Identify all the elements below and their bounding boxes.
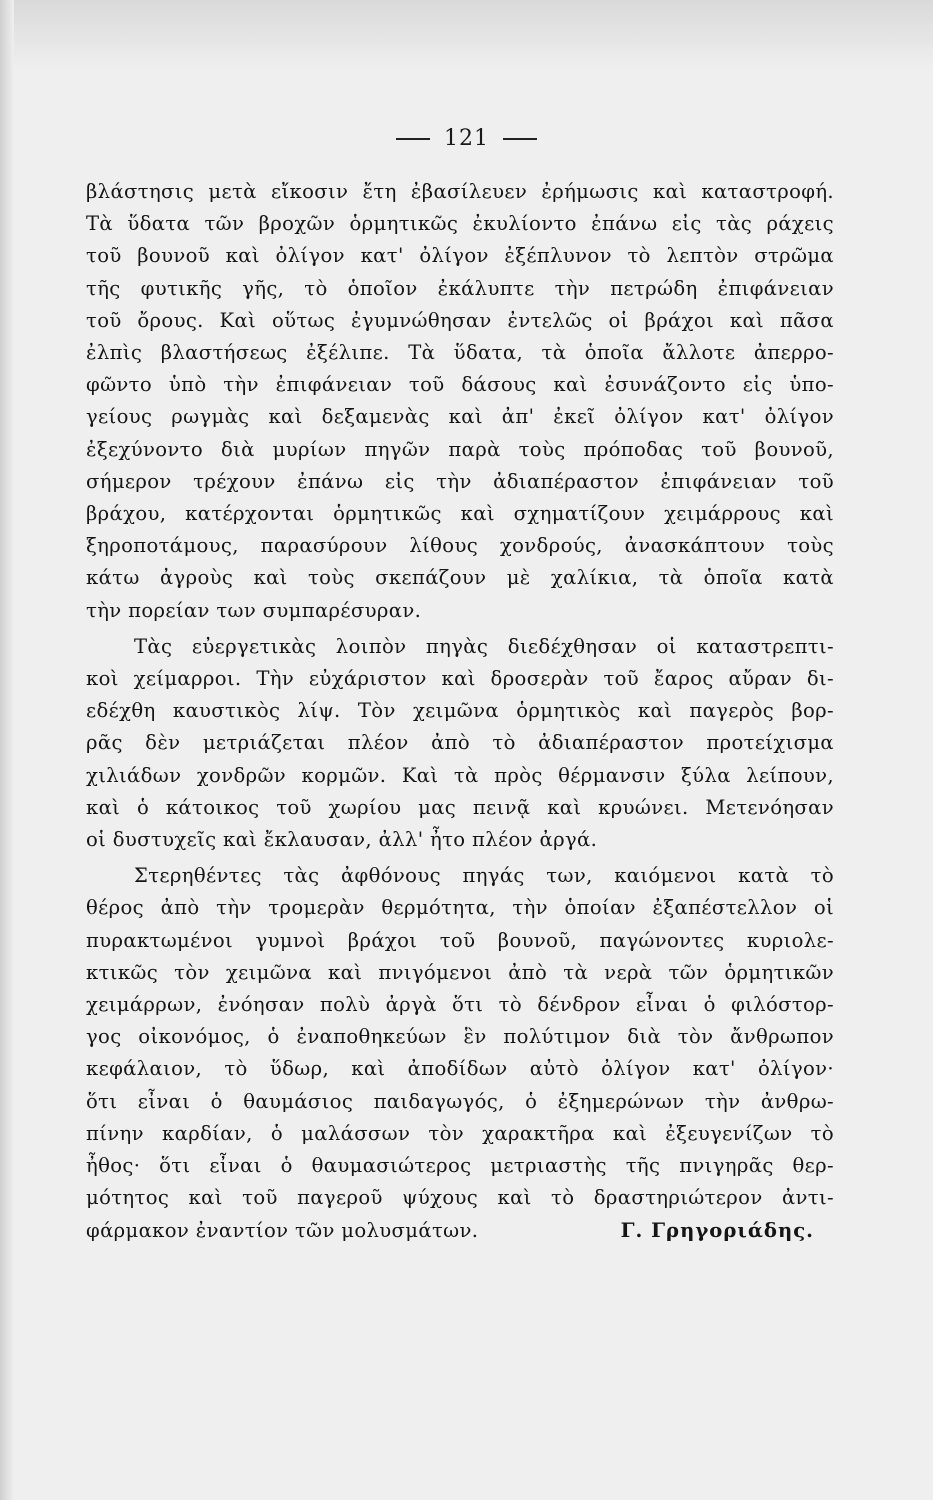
right-dash — [503, 138, 537, 140]
body-text — [86, 176, 834, 1247]
text-line: βράχου, κατέρχονται ὁρμητικῶς καὶ σχηματίζουν χειμάρρους καὶ — [86, 502, 834, 526]
text-line: τοῦ βουνοῦ καὶ ὀλίγον κατ' ὀλίγον ἐξέπλυνον τὸ λεπτὸν στρῶμα — [86, 244, 834, 268]
text-line: τὴν πορείαν των συμπαρέσυραν. — [86, 598, 422, 622]
text-line: τῆς φυτικῆς γῆς, τὸ ὁποῖον ἐκάλυπτε τὴν πετρώδη ἐπιφάνειαν — [86, 276, 834, 300]
text-line: τοῦ ὄρους. Καὶ οὕτως ἐγυμνώθησαν ἐντελῶς οἱ βράχοι καὶ πᾶσα — [86, 308, 834, 332]
page-number: 121 — [444, 126, 489, 151]
text-line: χιλιάδων χονδρῶν κορμῶν. Καὶ τὰ πρὸς θέρμανσιν ξύλα λείπουν, — [86, 763, 834, 787]
text-line: φάρμακον ἐναντίον τῶν μολυσμάτων. — [86, 1218, 479, 1242]
author-signature: Γ. Γρηγοριάδης. — [620, 1218, 814, 1242]
text-line: θέρος ἀπὸ τὴν τρομερὰν θερμότητα, τὴν ὁποίαν ἐξαπέστελλον οἱ — [86, 896, 834, 920]
text-line: εδέχθη καυστικὸς λίψ. Τὸν χειμῶνα ὁρμητικὸς καὶ παγερὸς βορ- — [86, 699, 834, 723]
text-line: ἐξεχύνοντο διὰ μυρίων πηγῶν παρὰ τοὺς πρόποδας τοῦ βουνοῦ, — [86, 437, 834, 461]
text-line: μότητος καὶ τοῦ παγεροῦ ψύχους καὶ τὸ δραστηριώτερον ἀντι- — [86, 1186, 834, 1210]
left-dash — [396, 138, 430, 140]
text-line: κτικῶς τὸν χειμῶνα καὶ πνιγόμενοι ἀπὸ τὰ νερὰ τῶν ὁρμητικῶν — [86, 960, 834, 984]
text-line: ὅτι εἶναι ὁ θαυμάσιος παιδαγωγός, ὁ ἐξημερώνων τὴν ἀνθρω- — [86, 1089, 834, 1113]
text-line: ἦθος· ὅτι εἶναι ὁ θαυμασιώτερος μετριαστὴς τῆς πνιγηρᾶς θερ- — [86, 1154, 834, 1178]
closing-line — [86, 1215, 834, 1247]
text-line: Στερηθέντες τὰς ἀφθόνους πηγάς των, καιόμενοι κατὰ τὸ — [134, 864, 834, 888]
text-line: γείους ρωγμὰς καὶ δεξαμενὰς καὶ ἀπ' ἐκεῖ ὀλίγον κατ' ὀλίγον — [86, 405, 834, 429]
text-line: ρᾶς δὲν μετριάζεται πλέον ἀπὸ τὸ ἀδιαπέραστον προτείχισμα — [86, 731, 834, 755]
text-line: πίνην καρδίαν, ὁ μαλάσσων τὸν χαρακτῆρα καὶ ἐξευγενίζων τὸ — [86, 1121, 834, 1145]
text-line: κοὶ χείμαρροι. Τὴν εὐχάριστον καὶ δροσερὰν τοῦ ἔαρος αὔραν δι- — [86, 667, 834, 691]
text-line: οἱ δυστυχεῖς καὶ ἔκλαυσαν, ἀλλ' ἦτο πλέον ἀργά. — [86, 828, 598, 852]
text-line: βλάστησις μετὰ εἴκοσιν ἔτη ἐβασίλευεν ἐρήμωσις καὶ καταστροφή. — [86, 180, 834, 203]
text-line: ἐλπὶς βλαστήσεως ἐξέλιπε. Τὰ ὕδατα, τὰ ὁποῖα ἄλλοτε ἀπερρο- — [86, 341, 834, 365]
text-line: κεφάλαιον, τὸ ὕδωρ, καὶ ἀποδίδων αὐτὸ ὀλίγον κατ' ὀλίγον· — [86, 1057, 834, 1081]
page-edge-shadow-left — [0, 0, 14, 1500]
page-edge-shadow-top — [0, 0, 933, 70]
text-line: φῶντο ὑπὸ τὴν ἐπιφάνειαν τοῦ δάσους καὶ ἐσυνάζοντο εἰς ὑπο- — [86, 373, 834, 397]
text-line: ξηροποτάμους, παρασύρουν λίθους χονδρούς, ἀνασκάπτουν τοὺς — [86, 534, 834, 558]
text-line: χειμάρρων, ἐνόησαν πολὺ ἀργὰ ὅτι τὸ δένδρον εἶναι ὁ φιλόστορ- — [86, 993, 834, 1017]
text-line: πυρακτωμένοι γυμνοὶ βράχοι τοῦ βουνοῦ, παγώνοντες κυριολε- — [86, 928, 834, 952]
text-line: σήμερον τρέχουν ἐπάνω εἰς τὴν ἀδιαπέραστον ἐπιφάνειαν τοῦ — [86, 469, 834, 493]
text-line: καὶ ὁ κάτοικος τοῦ χωρίου μας πεινᾷ καὶ κρυώνει. Μετενόησαν — [86, 795, 834, 819]
text-line: Τὰ ὕδατα τῶν βροχῶν ὁρμητικῶς ἐκυλίοντο ἐπάνω εἰς τὰς ράχεις — [86, 212, 834, 236]
text-line: γος οἰκονόμος, ὁ ἐναποθηκεύων ἓν πολύτιμον διὰ τὸν ἄνθρωπον — [86, 1025, 834, 1049]
text-line: Τὰς εὐεργετικὰς λοιπὸν πηγὰς διεδέχθησαν οἱ καταστρεπτι- — [134, 634, 834, 658]
text-line: κάτω ἀγροὺς καὶ τοὺς σκεπάζουν μὲ χαλίκια, τὰ ὁποῖα κατὰ — [86, 566, 834, 590]
page-number-header — [0, 126, 933, 151]
